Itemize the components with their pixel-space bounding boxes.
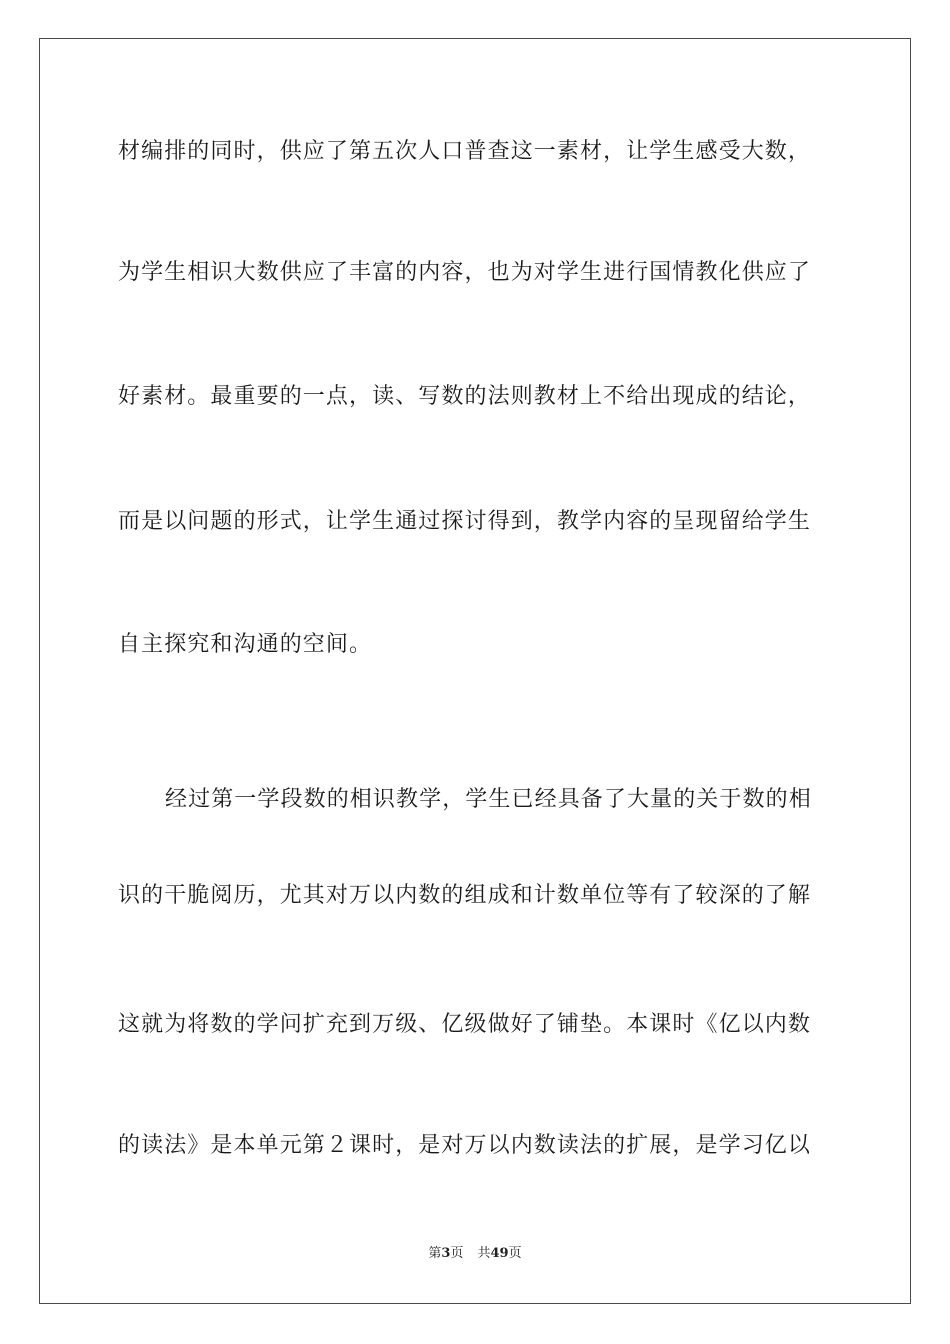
total-prefix: 共: [477, 1246, 491, 1261]
total-pages: 49: [490, 1246, 509, 1261]
text-line-8: 这就为将数的学问扩充到万级、亿级做好了铺垫。本课时《亿以内数: [118, 1012, 812, 1037]
text-line-2: 为学生相识大数供应了丰富的内容，也为对学生进行国情教化供应了: [118, 260, 812, 285]
total-suffix: 页: [508, 1246, 522, 1261]
page-number: 3: [441, 1246, 451, 1261]
text-line-1: 材编排的同时，供应了第五次人口普查这一素材，让学生感受大数，: [118, 139, 812, 164]
text-line-5: 自主探究和沟通的空间。: [118, 632, 373, 657]
page-prefix: 第: [428, 1246, 442, 1261]
text-line-4: 而是以问题的形式，让学生通过探讨得到，教学内容的呈现留给学生: [118, 509, 812, 534]
page-suffix: 页: [450, 1246, 464, 1261]
page-footer: [0, 1245, 950, 1263]
page-border: [39, 38, 911, 1304]
text-line-3: 好素材。最重要的一点，读、写数的法则教材上不给出现成的结论，: [118, 384, 812, 409]
text-line-9: 的读法》是本单元第２课时，是对万以内数读法的扩展，是学习亿以: [118, 1133, 812, 1158]
text-line-6: 经过第一学段数的相识教学，学生已经具备了大量的关于数的相: [165, 787, 812, 812]
text-line-7: 识的干脆阅历，尤其对万以内数的组成和计数单位等有了较深的了解: [118, 883, 812, 908]
